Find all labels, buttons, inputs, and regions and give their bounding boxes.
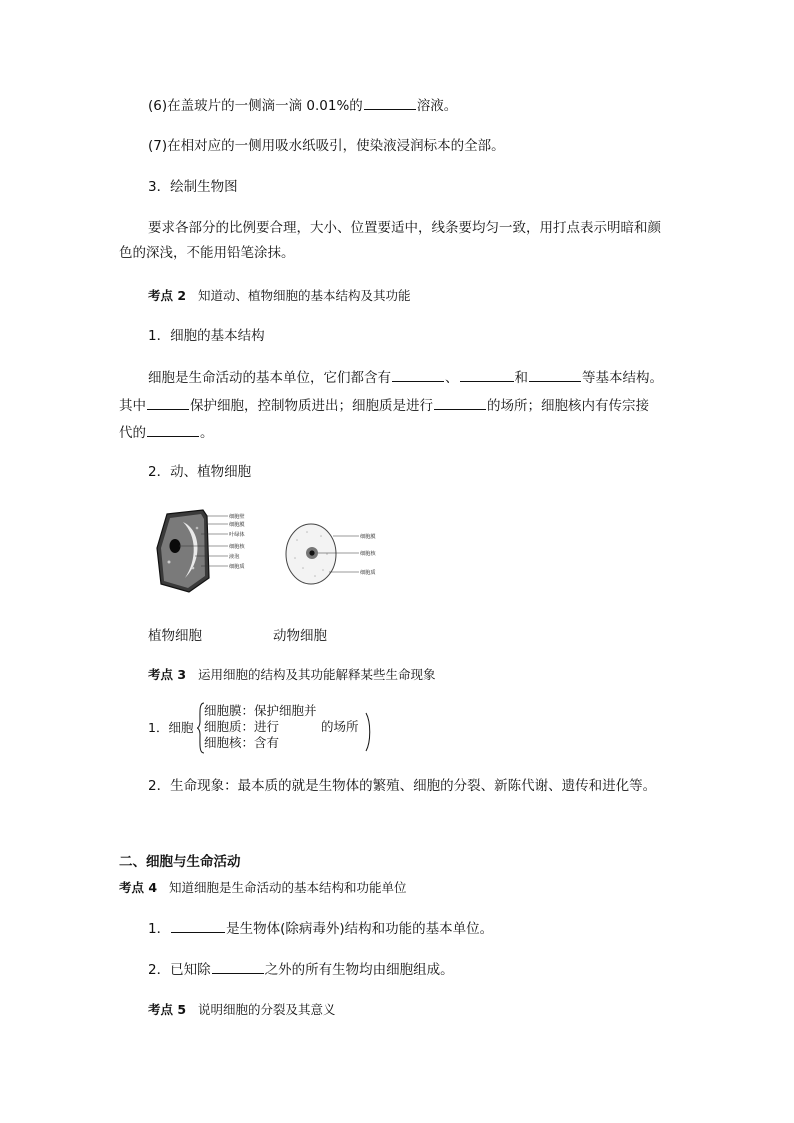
brace-row-nucleus: 细胞核：含有 (204, 735, 280, 750)
text: 和 (514, 370, 528, 386)
plant-label: 液泡 (229, 554, 240, 560)
kaodian-label: 考点 3 (148, 667, 187, 682)
section-title: 二、细胞与生命活动 (119, 854, 241, 870)
text: 1． (148, 921, 171, 937)
plant-label: 细胞膜 (229, 522, 245, 528)
blank (147, 422, 199, 437)
text: 之外的所有生物均由细胞组成。 (264, 962, 454, 978)
plant-cell-diagram (155, 508, 255, 596)
draw-paragraph-line-1: 要求各部分的比例要合理，大小、位置要适中，线条要均匀一致，用打点表示明暗和颜 (148, 220, 661, 236)
text: 保护细胞，控制物质进出；细胞质是进行 (190, 398, 433, 414)
text: 2．已知除 (148, 962, 211, 978)
text: 的场所；细胞核内有传宗接 (487, 398, 649, 414)
kaodian-text: 运用细胞的结构及其功能解释某些生命现象 (197, 667, 436, 682)
structure-line-1 (148, 367, 663, 388)
right-paren (365, 712, 373, 752)
text: 等基本结构。 (582, 370, 663, 386)
animal-label: 细胞核 (360, 551, 376, 557)
caption-animal: 动物细胞 (273, 628, 327, 644)
plant-label: 细胞核 (229, 544, 245, 550)
kaodian-label: 考点 2 (148, 288, 187, 303)
k4-item-2 (148, 959, 454, 980)
plant-label: 叶绿体 (229, 532, 245, 538)
plant-label: 细胞质 (229, 564, 245, 570)
text: 细胞是生命活动的基本单位，它们都含有 (148, 370, 391, 386)
kaodian-3 (148, 665, 436, 685)
animal-label: 细胞质 (360, 570, 376, 576)
life-phenomena: 2．生命现象：最本质的就是生物体的繁殖、细胞的分裂、新陈代谢、遗传和进化等。 (148, 778, 657, 794)
blank (529, 367, 581, 382)
brace-row-cytoplasm (204, 720, 359, 734)
brace-row-membrane: 细胞膜：保护细胞并 (204, 703, 317, 718)
text: 、 (445, 370, 459, 386)
blank (460, 367, 514, 382)
heading-draw: 3．绘制生物图 (148, 179, 238, 195)
heading-structure: 1．细胞的基本结构 (148, 328, 265, 344)
text: 的场所 (321, 719, 359, 734)
caption-plant: 植物细胞 (148, 628, 202, 644)
text: 细胞质：进行 (204, 719, 280, 734)
step-7: (7)在相对应的一侧用吸水纸吸引，使染液浸润标本的全部。 (148, 138, 505, 154)
kaodian-5 (148, 1000, 336, 1020)
kaodian-text: 说明细胞的分裂及其意义 (197, 1002, 336, 1017)
blank (212, 959, 264, 974)
k4-item-1 (148, 918, 493, 939)
animal-cell-diagram (283, 518, 393, 592)
step-6-text: (6)在盖玻片的一侧滴一滴 0.01%的 (148, 98, 363, 114)
text: 是生物体(除病毒外)结构和功能的基本单位。 (226, 921, 494, 937)
kaodian-label: 考点 5 (148, 1002, 187, 1017)
step-6-tail: 溶液。 (416, 98, 458, 114)
kaodian-text: 知道细胞是生命活动的基本结构和功能单位 (168, 880, 407, 895)
step-6 (148, 95, 457, 116)
blank (392, 367, 444, 382)
text: 。 (200, 425, 214, 441)
blank (147, 395, 189, 410)
draw-paragraph-line-2: 色的深浅，不能用铅笔涂抹。 (119, 245, 295, 261)
plant-label: 细胞壁 (229, 514, 245, 520)
text: 代的 (119, 425, 146, 441)
blank (364, 95, 416, 110)
kaodian-text: 知道动、植物细胞的基本结构及其功能 (197, 288, 411, 303)
animal-label: 细胞膜 (360, 534, 376, 540)
kaodian-2 (148, 286, 411, 306)
brace-lead: 1．细胞 (148, 720, 194, 735)
structure-line-2 (119, 395, 649, 416)
text: 其中 (119, 398, 146, 414)
blank (434, 395, 486, 410)
kaodian-4 (119, 878, 407, 898)
heading-cells: 2．动、植物细胞 (148, 464, 252, 480)
blank (171, 918, 225, 933)
nucleus-shape (170, 539, 181, 553)
structure-line-3 (119, 422, 214, 443)
kaodian-label: 考点 4 (119, 880, 158, 895)
